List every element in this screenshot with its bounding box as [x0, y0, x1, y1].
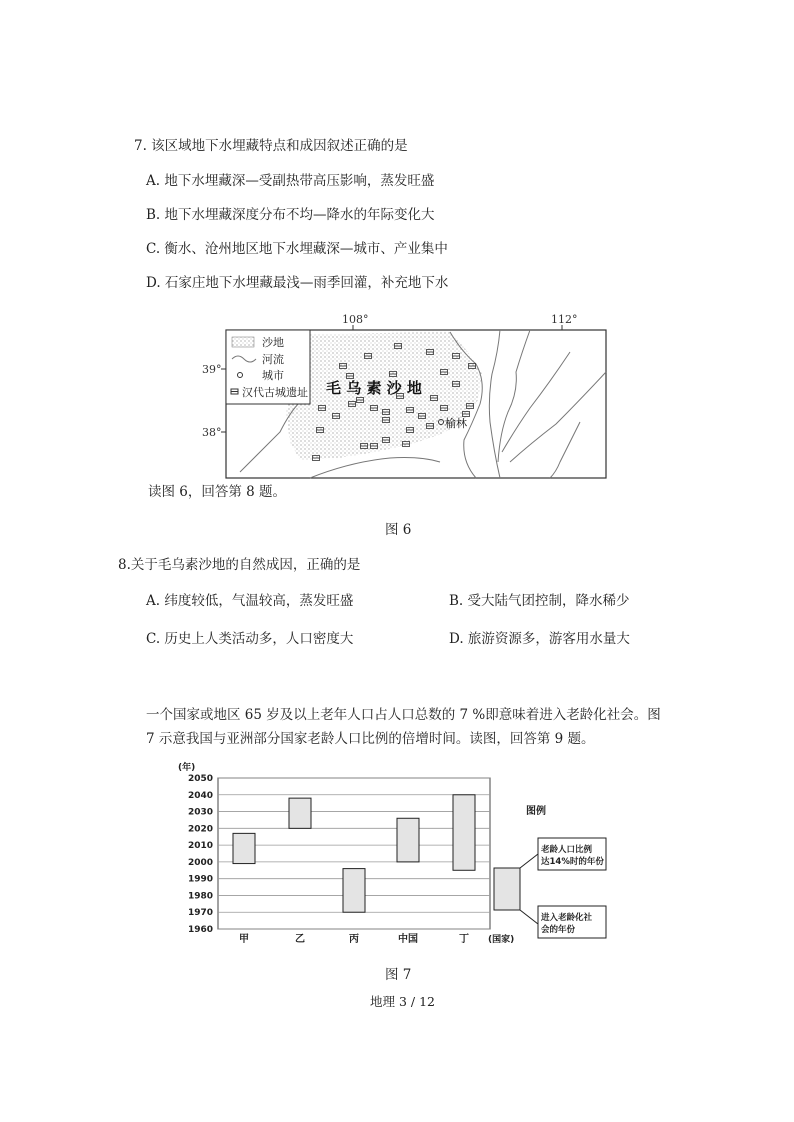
lon-label-108: 108°: [342, 313, 369, 326]
q7-option-d: D. 石家庄地下水埋藏最浅—雨季回灌，补充地下水: [146, 275, 449, 291]
chart-legend-bottom-text: 会的年份: [541, 925, 576, 935]
chart-bar-5: [453, 795, 475, 871]
chart-xtick-label: 丁: [459, 934, 469, 945]
q7-option-c: C. 衡水、沧州地区地下水埋藏深—城市、产业集中: [146, 241, 448, 257]
q7-stem: 7. 该区域地下水埋藏特点和成因叙述正确的是: [134, 138, 408, 154]
chart-ytick-label: 2040: [187, 790, 213, 801]
chart-xtick-label: 丙: [349, 934, 359, 945]
aging-doubling-chart: [160, 756, 630, 951]
chart-bar-1: [233, 833, 255, 863]
chart-legend-top-text: 老龄人口比例: [541, 845, 593, 855]
chart-legend-title: 图例: [526, 806, 546, 817]
chart-ytick-label: 1960: [187, 925, 213, 935]
chart-xtick-label: 中国: [398, 934, 418, 945]
chart-legend-connector-bottom: [520, 910, 538, 924]
chart-ytick-label: 2000: [187, 857, 213, 868]
chart-bar-4: [397, 818, 419, 862]
chart-bar-2: [289, 798, 311, 828]
chart-legend-connector-top: [520, 854, 538, 868]
legend-sand-swatch: [232, 337, 254, 347]
legend-river-label: 河流: [262, 353, 284, 366]
desert-name: 毛 乌 素 沙 地: [326, 379, 422, 397]
chart-ytick-label: 1970: [187, 908, 213, 919]
fig6-caption: 图 6: [385, 522, 412, 538]
chart-xtick-label: 乙: [295, 934, 305, 945]
fig7-caption: 图 7: [385, 967, 412, 983]
q9-paragraph: 一个国家或地区 65 岁及以上老年人口占人口总数的 7 %即意味着进入老龄化社会。图 7 示意我国与亚洲部分国家老龄人口比例的倍增时间。读图，回答第 9 题。: [146, 707, 661, 747]
legend-sand-label: 沙地: [262, 336, 284, 349]
legend-ruin-label: 汉代古城遗址: [242, 386, 308, 399]
chart-ytick-label: 1990: [187, 874, 213, 885]
chart-xtick-label: 甲: [239, 934, 249, 945]
q8-stem: 8.关于毛乌素沙地的自然成因，正确的是: [118, 557, 361, 573]
chart-bar-3: [343, 869, 365, 913]
q8-intro: 读图 6，回答第 8 题。: [148, 484, 287, 500]
yulin-label: 榆林: [445, 417, 467, 430]
q8-option-d: D. 旅游资源多，游客用水量大: [449, 631, 630, 647]
chart-ylabel: (年): [178, 763, 196, 773]
legend-city-label: 城市: [262, 369, 284, 382]
lon-label-112: 112°: [551, 313, 578, 326]
q8-option-a: A. 纬度较低，气温较高，蒸发旺盛: [146, 593, 354, 609]
chart-ytick-label: 2030: [187, 807, 213, 818]
mu-us-desert-map: [200, 312, 610, 480]
page-footer: 地理 3 / 12: [370, 994, 435, 1009]
chart-ytick-label: 2010: [187, 841, 213, 852]
chart-xlabel: (国家): [488, 935, 515, 945]
q8-option-b: B. 受大陆气团控制，降水稀少: [449, 593, 630, 609]
chart-ytick-label: 2020: [187, 824, 213, 835]
chart-legend-bottom-text: 进入老龄化社: [541, 913, 593, 923]
q7-option-a: A. 地下水埋藏深—受副热带高压影响，蒸发旺盛: [146, 173, 435, 189]
q8-option-c: C. 历史上人类活动多，人口密度大: [146, 631, 354, 647]
chart-legend-top-text: 达14%时的年份: [541, 857, 604, 867]
chart-ytick-label: 2050: [187, 774, 213, 784]
chart-ytick-label: 1980: [187, 891, 213, 902]
chart-legend-bar: [494, 868, 520, 910]
lat-label-39: 39°: [202, 363, 222, 376]
lat-label-38: 38°: [202, 426, 222, 439]
q7-option-b: B. 地下水埋藏深度分布不均—降水的年际变化大: [146, 207, 435, 223]
